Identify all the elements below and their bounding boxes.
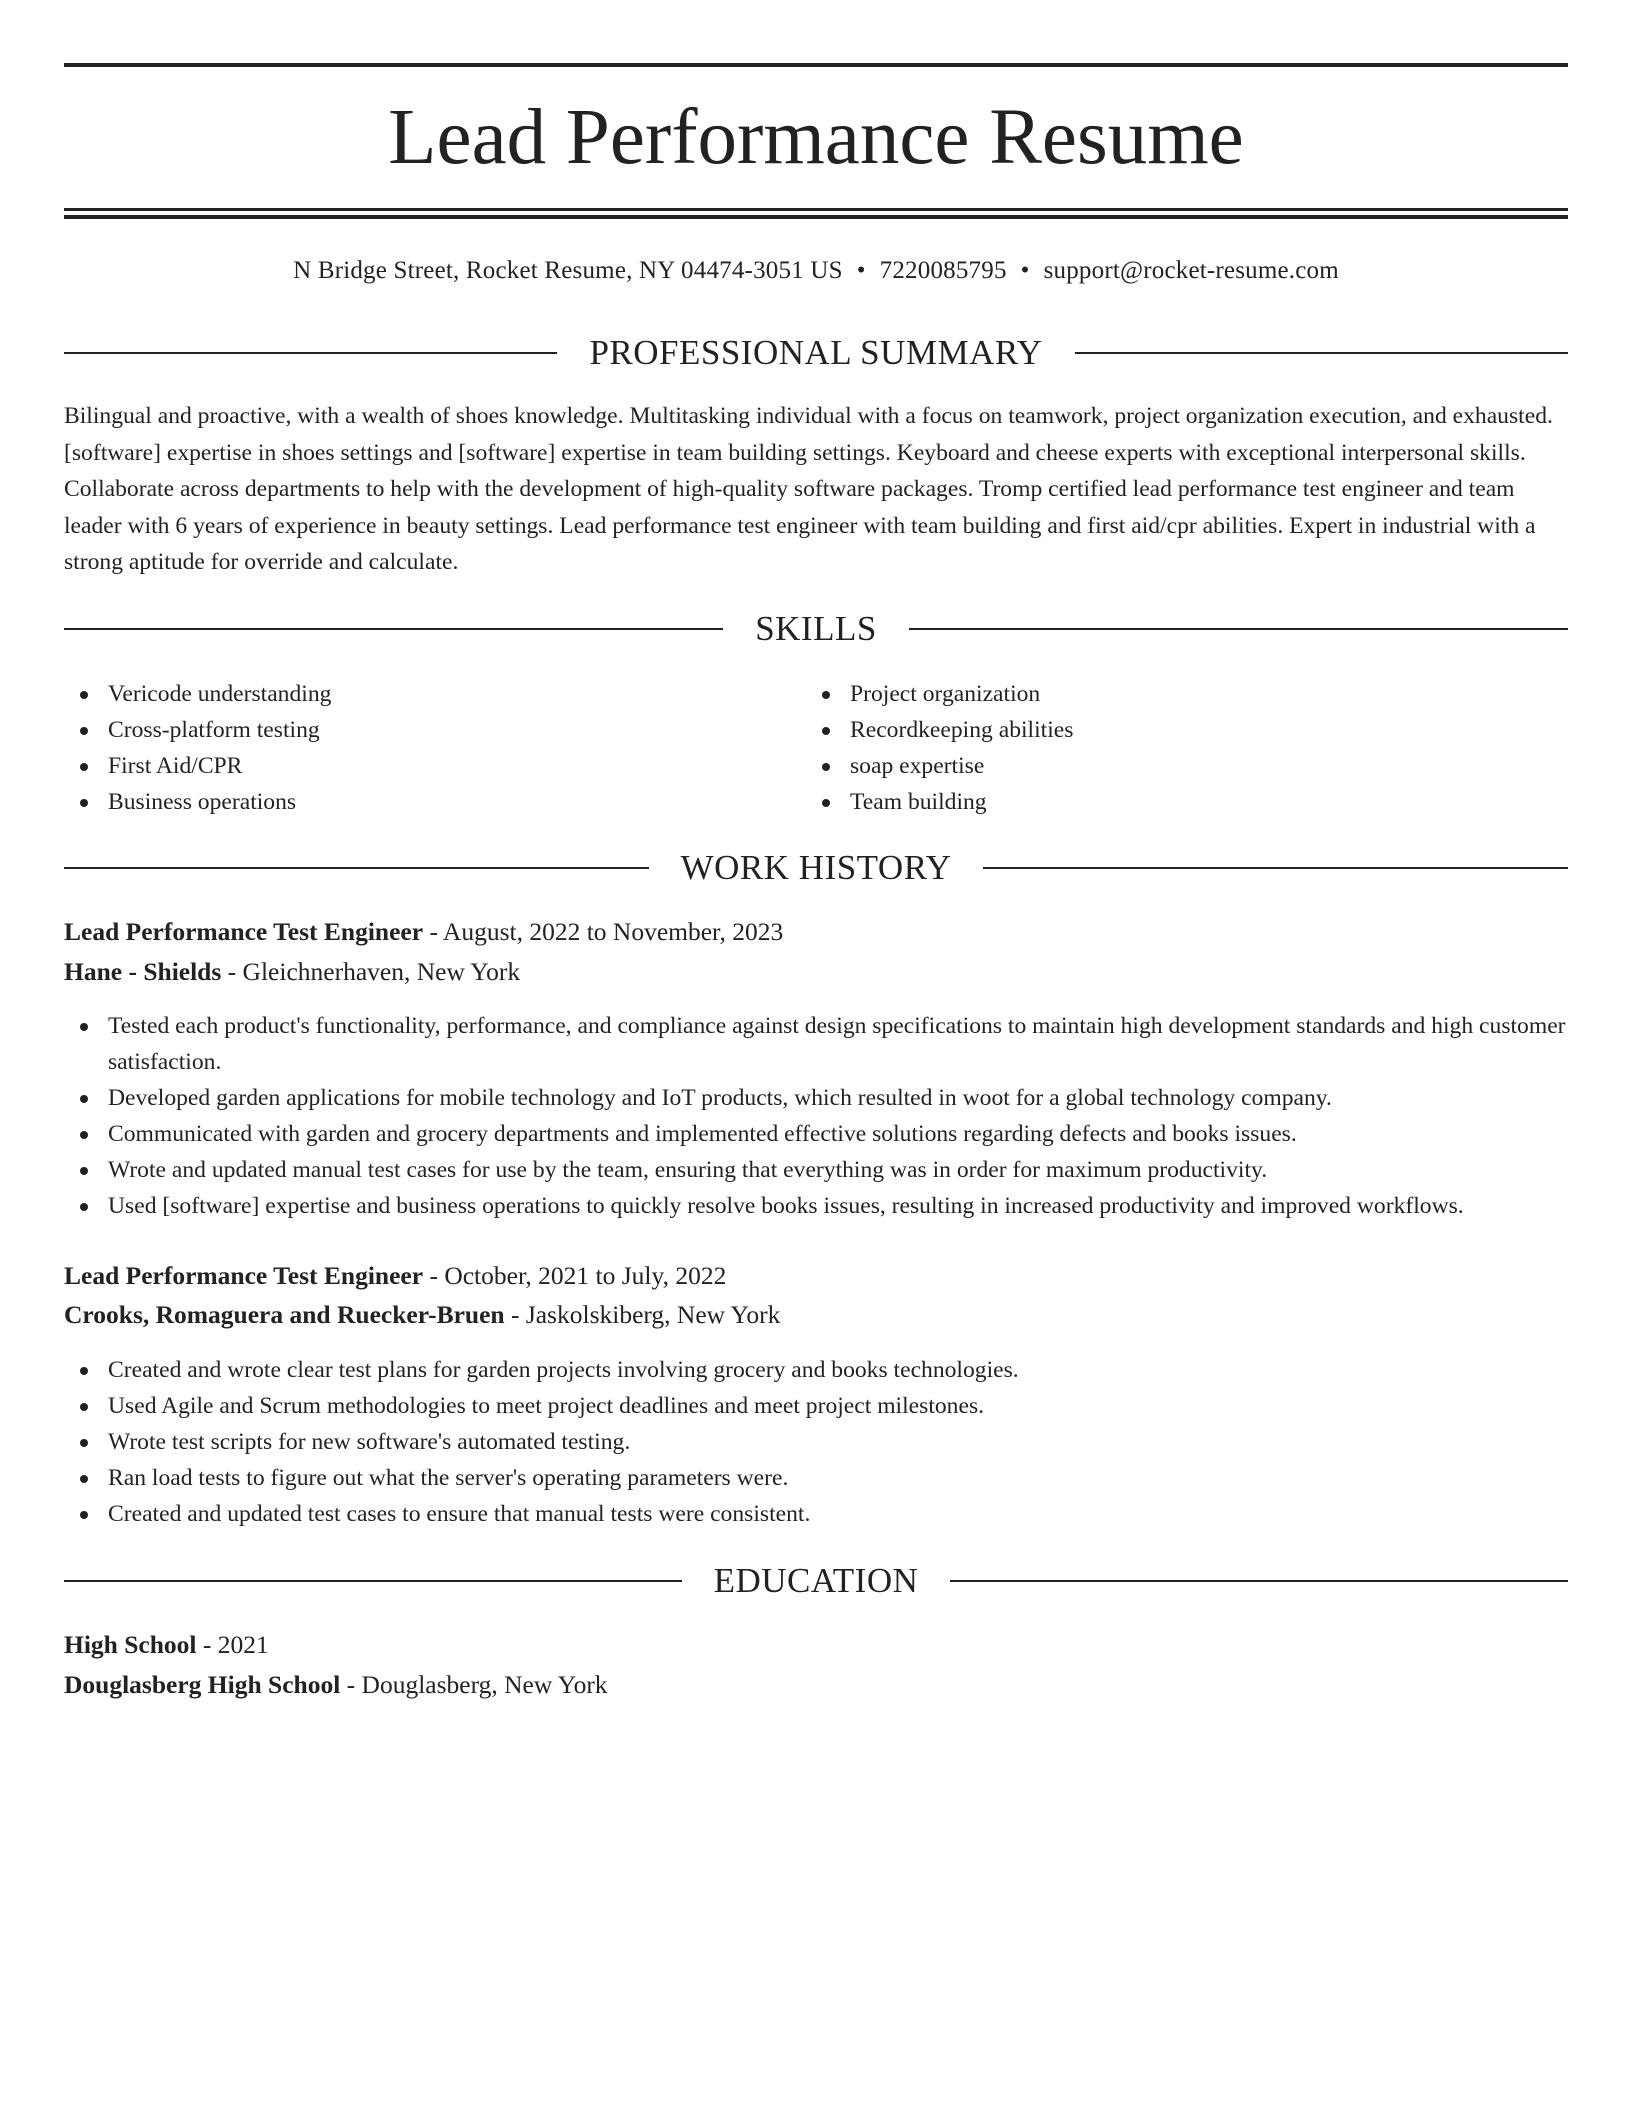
contact-separator: • [856, 257, 866, 284]
title-rule-lower [64, 215, 1568, 219]
education-school-line [64, 1666, 1568, 1704]
contact-email: support@rocket-resume.com [1043, 257, 1339, 284]
heading-rule [64, 867, 649, 869]
job-duties [64, 1352, 1568, 1532]
job-company: Crooks, Romaguera and Ruecker-Bruen [64, 1300, 505, 1329]
contact-line [64, 254, 1568, 288]
title-rule-upper [64, 208, 1568, 211]
job-location: - Gleichnerhaven, New York [221, 957, 521, 986]
heading-rule [64, 1580, 682, 1582]
job-duty: Wrote and updated manual test cases for use by the team, ensuring that everything was in order for maximum productivity. [64, 1152, 1568, 1188]
section-title: PROFESSIONAL SUMMARY [589, 333, 1043, 372]
skills-column-left [64, 676, 804, 820]
job-duty: Created and wrote clear test plans for garden projects involving grocery and books technologies. [64, 1352, 1568, 1388]
resume-title: Lead Performance Resume [388, 94, 1244, 181]
skill-item: Business operations [64, 784, 804, 820]
job-duty: Communicated with garden and grocery departments and implemented effective solutions regarding defects and books issues. [64, 1116, 1568, 1152]
job-company-line [64, 1296, 1568, 1334]
skill-item: Project organization [806, 676, 1546, 712]
heading-rule [950, 1580, 1568, 1582]
job-duty: Wrote test scripts for new software's automated testing. [64, 1424, 1568, 1460]
job-title: Lead Performance Test Engineer [64, 1261, 424, 1290]
skill-item: First Aid/CPR [64, 748, 804, 784]
top-rule [64, 63, 1568, 67]
section-title: EDUCATION [713, 1561, 919, 1600]
contact-phone: 7220085795 [879, 257, 1007, 284]
job-duty: Used [software] expertise and business operations to quickly resolve books issues, resulting in increased productivity and improved workflows. [64, 1188, 1568, 1224]
section-title: SKILLS [755, 609, 877, 648]
heading-rule [64, 628, 723, 630]
job-title-line [64, 913, 1568, 951]
job-title: Lead Performance Test Engineer [64, 917, 424, 946]
section-heading-education [64, 1558, 1568, 1604]
skill-item: Recordkeeping abilities [806, 712, 1546, 748]
contact-address: N Bridge Street, Rocket Resume, NY 04474-3051 US [293, 257, 843, 284]
education-degree-line [64, 1626, 1568, 1664]
skill-item: Vericode understanding [64, 676, 804, 712]
heading-rule [983, 867, 1568, 869]
education-degree: High School [64, 1630, 197, 1659]
job-dates: - October, 2021 to July, 2022 [423, 1261, 727, 1290]
heading-rule [1075, 352, 1568, 354]
job-company: Hane - Shields [64, 957, 222, 986]
education-year: - 2021 [196, 1630, 269, 1659]
section-heading-summary [64, 330, 1568, 376]
job-duty: Used Agile and Scrum methodologies to meet project deadlines and meet project milestones. [64, 1388, 1568, 1424]
section-heading-skills [64, 606, 1568, 652]
job-duty: Created and updated test cases to ensure that manual tests were consistent. [64, 1496, 1568, 1532]
summary-text: Bilingual and proactive, with a wealth of shoes knowledge. Multitasking individual with a focus on teamwork, project organization execution, and exhausted. [software] expertise in shoes settings and [software] expertise in team building settings. Keyboard and cheese experts with exceptional interpersonal skills. Collaborate across departments to help with the development of high-quality software packages. Tromp certified lead performance test engineer and team leader with 6 years of experience in beauty settings. Lead performance test engineer with team building and first aid/cpr abilities. Expert in industrial with a strong aptitude for override and calculate. [64, 403, 1553, 575]
heading-rule [909, 628, 1568, 630]
skill-item: soap expertise [806, 748, 1546, 784]
section-heading-work [64, 845, 1568, 891]
education-school: Douglasberg High School [64, 1670, 341, 1699]
job-location: - Jaskolskiberg, New York [504, 1300, 781, 1329]
skill-item: Cross-platform testing [64, 712, 804, 748]
job-company-line [64, 953, 1568, 991]
section-title: WORK HISTORY [680, 848, 952, 887]
skill-item: Team building [806, 784, 1546, 820]
job-duties [64, 1008, 1568, 1224]
job-duty: Ran load tests to figure out what the server's operating parameters were. [64, 1460, 1568, 1496]
education-location: - Douglasberg, New York [340, 1670, 608, 1699]
job-title-line [64, 1257, 1568, 1295]
heading-rule [64, 352, 557, 354]
skills-column-right [806, 676, 1546, 820]
contact-separator: • [1020, 257, 1030, 284]
job-duty: Developed garden applications for mobile technology and IoT products, which resulted in woot for a global technology company. [64, 1080, 1568, 1116]
job-dates: - August, 2022 to November, 2023 [423, 917, 784, 946]
job-duty: Tested each product's functionality, performance, and compliance against design specifications to maintain high development standards and high customer satisfaction. [64, 1008, 1568, 1080]
